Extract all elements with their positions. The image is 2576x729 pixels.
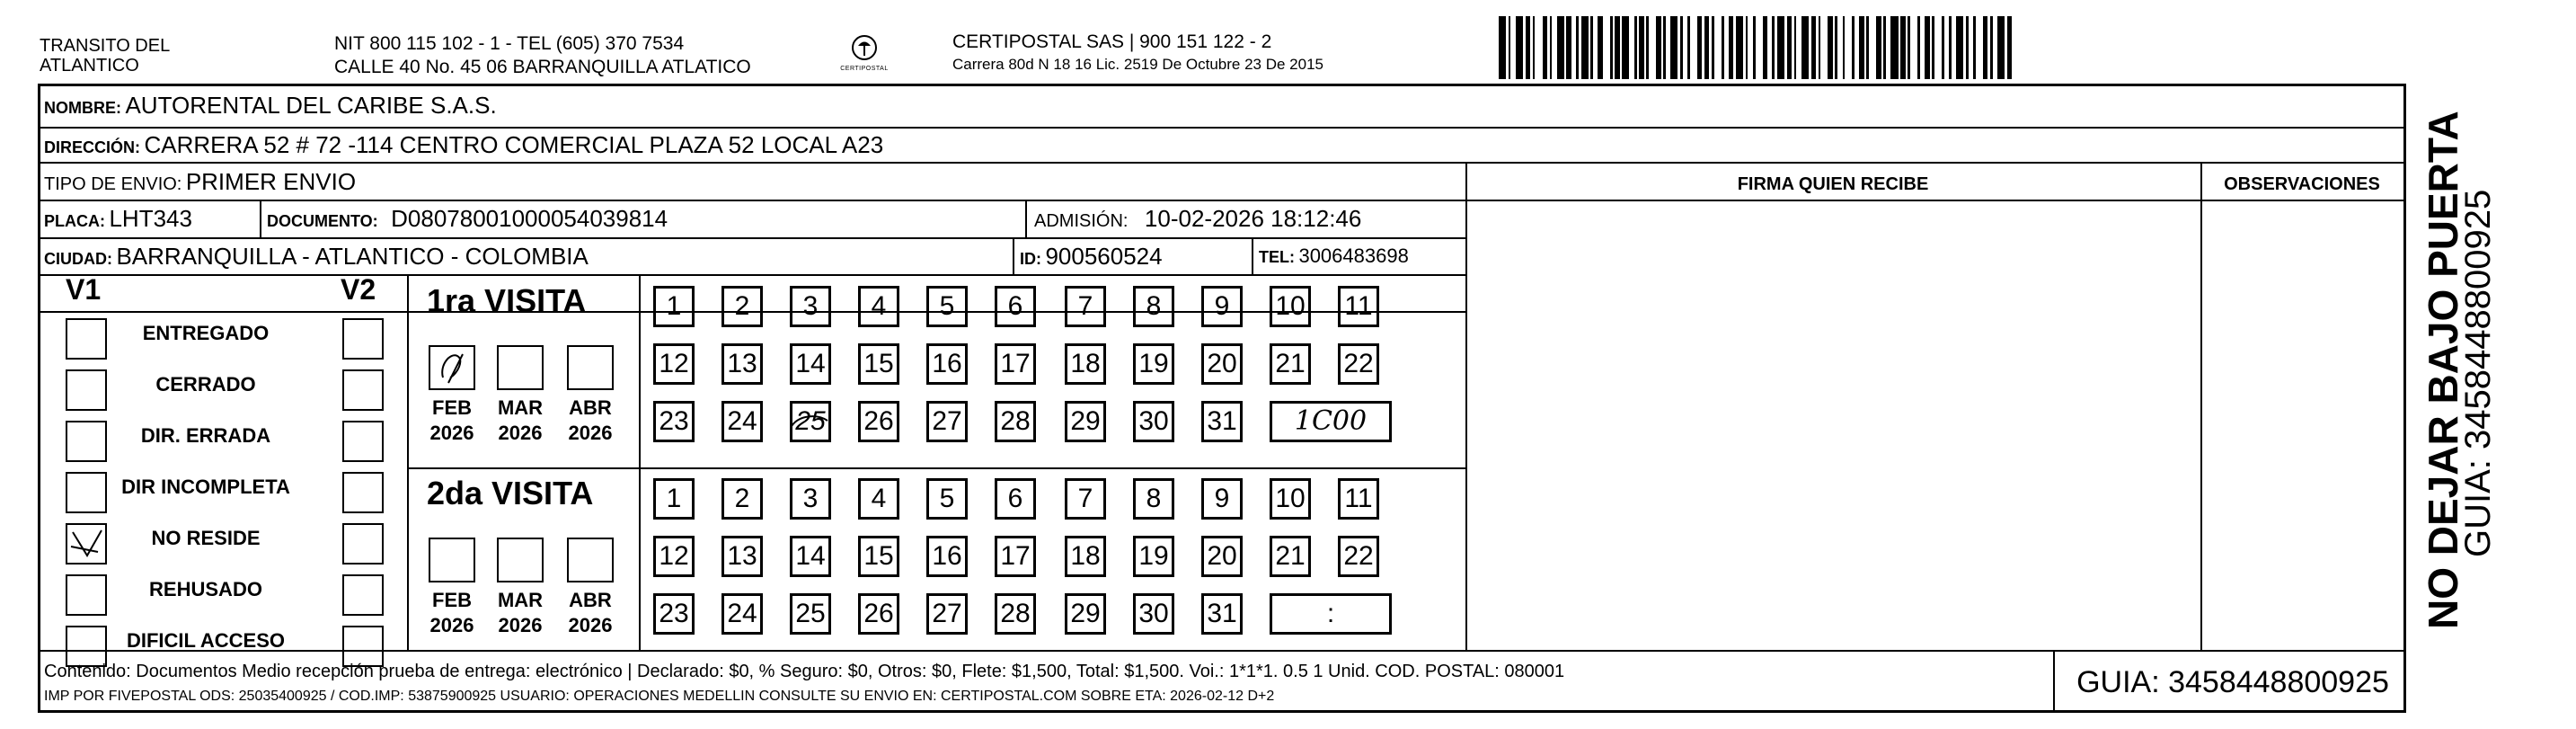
first-visit-time[interactable]: 1C00 [1270, 401, 1392, 442]
day-box[interactable]: 4 [858, 478, 899, 520]
day-box[interactable]: 5 [926, 286, 968, 327]
first-visit-label: 1ra VISITA [427, 282, 587, 319]
tel-field [1259, 244, 1409, 268]
day-box[interactable]: 6 [995, 286, 1036, 327]
carrier-info [952, 31, 1323, 76]
plate-value: LHT343 [109, 205, 192, 232]
day-box[interactable]: 7 [1065, 478, 1106, 520]
reason-label: DIR. ERRADA [140, 424, 271, 447]
logo-icon [851, 34, 878, 61]
day-box[interactable]: 30 [1133, 593, 1174, 635]
address-value: CARRERA 52 # 72 -114 CENTRO COMERCIAL PLAZA 52 LOCAL A23 [144, 131, 884, 158]
content-line: Contenido: Documentos Medio recepción prueba de entrega: electrónico | Declarado: $0, % Seguro: $0, Otros: $0, Flete: $1,500, Total: $1,500. Voi.: 1*1*1. 0.5 1 Unid. COD. POSTAL: 080001 [44, 662, 1565, 681]
day-box[interactable]: 25 [790, 593, 831, 635]
document-value: D08078001000054039814 [391, 205, 668, 232]
day-box[interactable]: 12 [653, 536, 695, 577]
month-label: ABR 2026 [568, 396, 613, 444]
day-box[interactable]: 23 [653, 593, 695, 635]
v1-checkbox[interactable] [66, 574, 107, 616]
day-box[interactable]: 24 [721, 401, 763, 442]
day-box[interactable]: 1 [653, 478, 695, 520]
reason-label: ENTREGADO [142, 322, 270, 344]
day-box[interactable]: 20 [1201, 343, 1243, 385]
month-checkbox[interactable] [497, 538, 544, 582]
certipostal-logo [836, 34, 893, 81]
v2-checkbox[interactable] [342, 369, 384, 411]
second-visit-time[interactable]: : [1270, 593, 1392, 635]
logo-text: CERTIPOSTAL [840, 66, 889, 72]
day-box[interactable]: 13 [721, 536, 763, 577]
day-box[interactable]: 22 [1338, 536, 1379, 577]
id-field [1020, 243, 1163, 271]
day-box[interactable]: 12 [653, 343, 695, 385]
v1-checkbox[interactable] [66, 472, 107, 513]
day-box[interactable]: 9 [1201, 478, 1243, 520]
day-box[interactable]: 30 [1133, 401, 1174, 442]
day-box[interactable]: 15 [858, 536, 899, 577]
tel-value: 3006483698 [1298, 244, 1409, 267]
v2-checkbox[interactable] [342, 472, 384, 513]
day-box[interactable]: 21 [1270, 536, 1311, 577]
day-box[interactable]: 24 [721, 593, 763, 635]
send-type-row [44, 168, 356, 196]
admission-label: ADMISIÓN: [1034, 211, 1129, 231]
plate-field [44, 205, 192, 233]
v1-checkbox[interactable] [66, 523, 107, 565]
address-row [44, 131, 883, 159]
city-label: CIUDAD: [44, 250, 112, 268]
imp-line: IMP POR FIVEPOSTAL ODS: 25035400925 / COD.IMP: 53875900925 USUARIO: OPERACIONES MEDELLIN CONSULTE SU ENVIO EN: CERTIPOSTAL.COM SOBRE ETA: 2026-02-12 D+2 [44, 689, 1275, 704]
day-box[interactable]: 29 [1065, 401, 1106, 442]
day-box[interactable]: 7 [1065, 286, 1106, 327]
admission-field [1034, 205, 1361, 233]
month-label: FEB 2026 [429, 396, 474, 444]
day-box[interactable]: 14 [790, 343, 831, 385]
day-box[interactable]: 13 [721, 343, 763, 385]
v1-checkbox[interactable] [66, 318, 107, 360]
day-box[interactable]: 18 [1065, 536, 1106, 577]
day-box[interactable]: 15 [858, 343, 899, 385]
v2-checkbox[interactable] [342, 523, 384, 565]
name-label: NOMBRE: [44, 99, 121, 117]
day-box[interactable]: 19 [1133, 343, 1174, 385]
side-guide-text: GUIA: 3458448800925 [2458, 189, 2498, 557]
month-label: FEB 2026 [429, 589, 474, 636]
v1-label: V1 [66, 273, 102, 306]
day-box[interactable]: 11 [1338, 286, 1379, 327]
no-bajo-puerta-text: NO DEJAR BAJO PUERTA [2420, 111, 2466, 629]
admission-value: 10-02-2026 18:12:46 [1144, 205, 1362, 232]
reason-label: CERRADO [155, 373, 256, 396]
day-box[interactable]: 20 [1201, 536, 1243, 577]
day-box[interactable]: 10 [1270, 286, 1311, 327]
nit-line: NIT 800 115 102 - 1 - TEL (605) 370 7534 [334, 33, 685, 54]
name-row [44, 92, 497, 120]
id-label: ID: [1020, 250, 1041, 268]
barcode [1499, 16, 2191, 79]
day-box[interactable]: 11 [1338, 478, 1379, 520]
day-box[interactable]: 18 [1065, 343, 1106, 385]
day-box[interactable]: 9 [1201, 286, 1243, 327]
day-box[interactable]: 29 [1065, 593, 1106, 635]
v1-checkbox[interactable] [66, 369, 107, 411]
day-box[interactable]: 28 [995, 401, 1036, 442]
month-label: MAR 2026 [497, 589, 544, 636]
city-value: BARRANQUILLA - ATLANTICO - COLOMBIA [116, 243, 589, 270]
day-box[interactable]: 25 [790, 401, 831, 442]
observaciones-label: OBSERVACIONES [2224, 174, 2380, 194]
day-box[interactable]: 16 [926, 343, 968, 385]
day-box[interactable]: 23 [653, 401, 695, 442]
month-checkbox[interactable] [429, 345, 475, 390]
day-box[interactable]: 17 [995, 536, 1036, 577]
day-box[interactable]: 27 [926, 593, 968, 635]
day-box[interactable]: 16 [926, 536, 968, 577]
day-box[interactable]: 8 [1133, 478, 1174, 520]
address-label: DIRECCIÓN: [44, 138, 140, 156]
v2-label: V2 [341, 273, 376, 306]
day-box[interactable]: 26 [858, 593, 899, 635]
carrier-line1: CERTIPOSTAL SAS | 900 151 122 - 2 [952, 31, 1272, 52]
day-box[interactable]: 8 [1133, 286, 1174, 327]
month-label: MAR 2026 [497, 396, 544, 444]
reason-label: NO RESIDE [151, 527, 261, 549]
reason-label: REHUSADO [149, 578, 262, 600]
document-field [267, 205, 668, 233]
delivery-form [38, 84, 2406, 713]
company-contact [334, 32, 751, 79]
name-value: AUTORENTAL DEL CARIBE S.A.S. [125, 92, 497, 119]
carrier-line2: Carrera 80d N 18 16 Lic. 2519 De Octubre 23 De 2015 [952, 56, 1323, 73]
day-box[interactable]: 28 [995, 593, 1036, 635]
reason-label: DIFICIL ACCESO [126, 629, 285, 652]
address-line: CALLE 40 No. 45 06 BARRANQUILLA ATLATICO [334, 57, 751, 77]
day-box[interactable]: 6 [995, 478, 1036, 520]
day-box[interactable]: 26 [858, 401, 899, 442]
day-box[interactable]: 27 [926, 401, 968, 442]
month-label: ABR 2026 [568, 589, 613, 636]
month-checkbox[interactable] [567, 345, 614, 390]
second-visit-label: 2da VISITA [427, 475, 594, 511]
v1-checkbox[interactable] [66, 421, 107, 462]
send-type-value: PRIMER ENVIO [185, 168, 357, 195]
day-box[interactable]: 3 [790, 478, 831, 520]
day-box[interactable]: 1 [653, 286, 695, 327]
day-box[interactable]: 3 [790, 286, 831, 327]
company-name-line1: TRANSITO DEL [40, 36, 171, 56]
day-box[interactable]: 22 [1338, 343, 1379, 385]
company-name [40, 36, 170, 76]
month-checkbox[interactable] [567, 538, 614, 582]
day-box[interactable]: 14 [790, 536, 831, 577]
day-box[interactable]: 10 [1270, 478, 1311, 520]
tel-label: TEL: [1259, 248, 1295, 266]
id-value: 900560524 [1045, 243, 1163, 270]
v2-checkbox[interactable] [342, 574, 384, 616]
month-checkbox[interactable] [429, 538, 475, 582]
day-box[interactable]: 31 [1201, 593, 1243, 635]
footer-guide: GUIA: 3458448800925 [2076, 665, 2389, 699]
day-box[interactable]: 2 [721, 286, 763, 327]
day-box[interactable]: 2 [721, 478, 763, 520]
plate-label: PLACA: [44, 212, 105, 230]
send-type-label: TIPO DE ENVIO: [44, 174, 182, 194]
day-box[interactable]: 21 [1270, 343, 1311, 385]
company-name-line2: ATLANTICO [40, 56, 139, 76]
v2-checkbox[interactable] [342, 318, 384, 360]
v2-checkbox[interactable] [342, 421, 384, 462]
day-box[interactable]: 4 [858, 286, 899, 327]
reason-label: DIR INCOMPLETA [121, 476, 290, 498]
day-box[interactable]: 17 [995, 343, 1036, 385]
day-box[interactable]: 19 [1133, 536, 1174, 577]
month-checkbox[interactable] [497, 345, 544, 390]
firma-label: FIRMA QUIEN RECIBE [1737, 174, 1929, 194]
day-box[interactable]: 5 [926, 478, 968, 520]
document-label: DOCUMENTO: [267, 212, 378, 230]
day-box[interactable]: 31 [1201, 401, 1243, 442]
city-field [44, 243, 589, 271]
